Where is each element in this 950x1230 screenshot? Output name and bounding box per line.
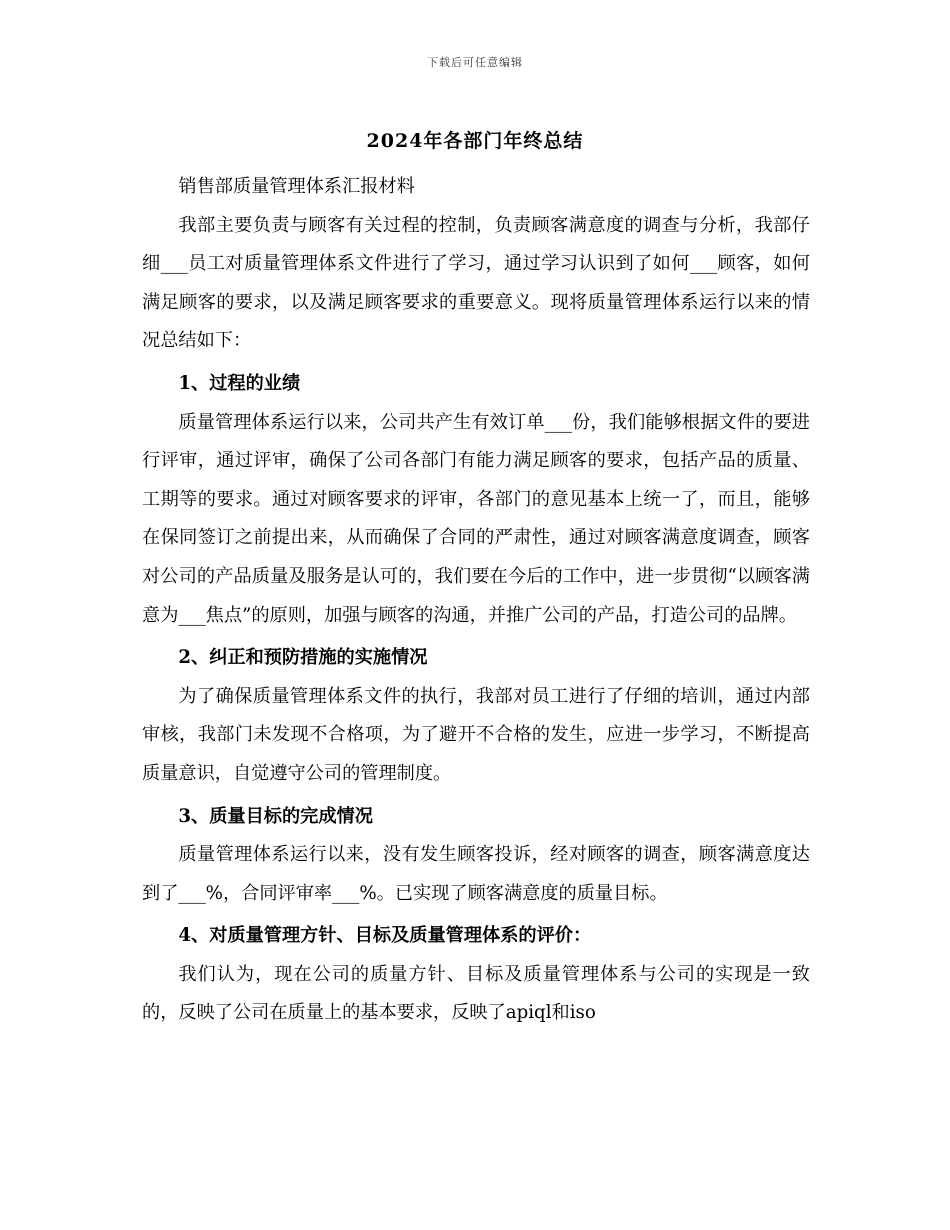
- intro-paragraph: 我部主要负责与顾客有关过程的控制，负责顾客满意度的调查与分析，我部仔细___员工对质量管理体系文件进行了学习，通过学习认识到了如何___顾客，如何满足顾客的要求，以及满足顾客要求的重要意义。现将质量管理体系运行以来的情况总结如下：: [142, 214, 810, 352]
- header-note: 下载后可任意编辑: [427, 56, 523, 69]
- section-heading-2: 2、纠正和预防措施的实施情况: [178, 647, 428, 669]
- section-paragraph-4: 我们认为，现在公司的质量方针、目标及质量管理体系与公司的实现是一致的，反映了公司在质量上的基本要求，反映了apiql和iso: [142, 963, 810, 1024]
- document-body: [142, 168, 810, 1033]
- section-paragraph-1: 质量管理体系运行以来，公司共产生有效订单___份，我们能够根据文件的要进行评审，通过评审，确保了公司各部门有能力满足顾客的要求，包括产品的质量、工期等的要求。通过对顾客要求的评审，各部门的意见基本上统一了，而且，能够在保同签订之前提出来，从而确保了合同的严肃性，通过对顾客满意度调查，顾客对公司的产品质量及服务是认可的，我们要在今后的工作中，进一步贯彻“以顾客满意为___焦点”的原则，加强与顾客的沟通，并推广公司的产品，打造公司的品牌。: [142, 411, 810, 626]
- section-heading-1: 1、过程的业绩: [178, 372, 301, 394]
- section-heading-3: 3、质量目标的完成情况: [178, 805, 373, 827]
- section-heading-4: 4、对质量管理方针、目标及质量管理体系的评价：: [178, 925, 592, 947]
- document-title: 2024年各部门年终总结: [366, 130, 584, 152]
- section-paragraph-2: 为了确保质量管理体系文件的执行，我部对员工进行了仔细的培训，通过内部审核，我部门未发现不合格项，为了避开不合格的发生，应进一步学习，不断提高质量意识，自觉遵守公司的管理制度。: [142, 685, 810, 784]
- section-paragraph-3: 质量管理体系运行以来，没有发生顾客投诉，经对顾客的调查，顾客满意度达到了___%，合同评审率___%。已实现了顾客满意度的质量目标。: [142, 844, 810, 904]
- section-subtitle: 销售部质量管理体系汇报材料: [178, 176, 415, 197]
